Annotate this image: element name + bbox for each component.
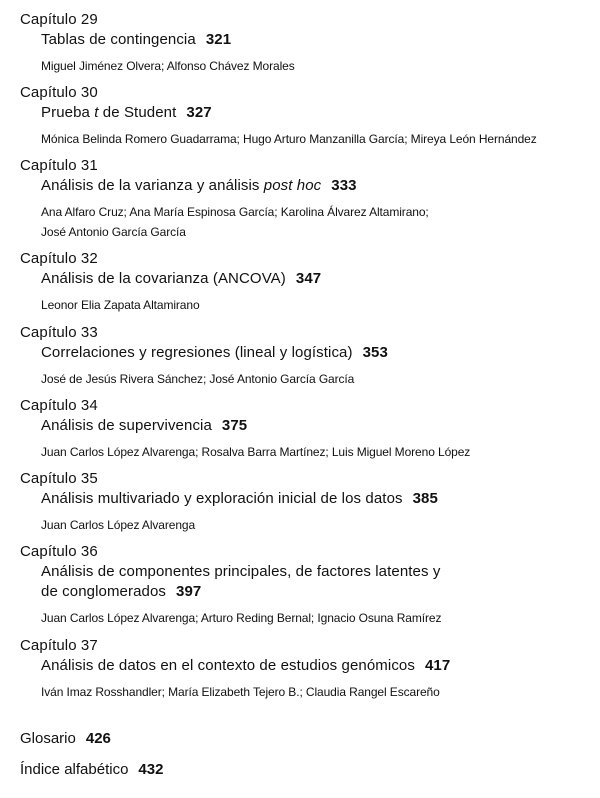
chapter-page-number: 347	[295, 270, 322, 287]
chapter-page-number: 353	[362, 344, 388, 361]
chapter-title	[41, 417, 247, 434]
glossary-page-number: 426	[85, 730, 111, 747]
chapter-title	[41, 177, 357, 194]
chapter-title-text: Análisis de la varianza y análisis	[41, 177, 264, 194]
chapter-page-number: 375	[221, 417, 248, 434]
chapter-title-text: Correlaciones y regresiones (lineal y logística)	[41, 344, 353, 361]
chapter-page-number: 321	[205, 31, 232, 48]
chapter-title-continued	[41, 583, 201, 600]
chapter-title-text-line2: de conglomerados	[41, 583, 167, 600]
chapter-title	[41, 490, 438, 507]
chapter-title-text: Análisis de supervivencia	[41, 417, 212, 434]
toc-entry-glossary	[20, 730, 111, 747]
glossary-label: Glosario	[20, 730, 76, 747]
chapter-title-text: Análisis de la covarianza (ANCOVA)	[41, 270, 286, 287]
chapter-label: Capítulo 33	[20, 324, 98, 341]
chapter-title	[41, 344, 388, 361]
chapter-title-text: Prueba	[41, 104, 95, 121]
chapter-authors: Mónica Belinda Romero Guadarrama; Hugo Arturo Manzanilla García; Mireya León Hernández	[41, 132, 537, 146]
chapter-page-number: 397	[176, 583, 202, 600]
chapter-authors-continued: José Antonio García García	[41, 225, 186, 239]
chapter-page-number: 417	[424, 657, 451, 674]
chapter-authors: Ana Alfaro Cruz; Ana María Espinosa García; Karolina Álvarez Altamirano;	[41, 205, 429, 219]
chapter-title	[41, 270, 321, 287]
index-label: Índice alfabético	[20, 761, 129, 778]
chapter-authors: Leonor Elia Zapata Altamirano	[41, 298, 200, 312]
chapter-title-text: Análisis multivariado y exploración inicial de los datos	[41, 490, 403, 507]
chapter-label: Capítulo 29	[20, 11, 98, 28]
chapter-title	[41, 657, 450, 674]
chapter-authors: Iván Imaz Rosshandler; María Elizabeth Tejero B.; Claudia Rangel Escareño	[41, 685, 440, 699]
chapter-label: Capítulo 32	[20, 250, 98, 267]
chapter-page-number: 333	[331, 177, 357, 194]
chapter-title	[41, 31, 231, 48]
chapter-page-number: 327	[186, 104, 212, 121]
index-page-number: 432	[138, 761, 164, 778]
chapter-authors: Juan Carlos López Alvarenga; Arturo Reding Bernal; Ignacio Osuna Ramírez	[41, 611, 442, 625]
chapter-title-italic: post hoc	[263, 177, 322, 194]
chapter-title-text: Tablas de contingencia	[41, 31, 196, 48]
chapter-title-text: Análisis de componentes principales, de factores latentes y	[41, 563, 441, 580]
chapter-authors: Miguel Jiménez Olvera; Alfonso Chávez Morales	[41, 59, 295, 73]
chapter-title	[41, 104, 212, 121]
chapter-title-italic: t	[94, 104, 99, 121]
chapter-label: Capítulo 36	[20, 543, 98, 560]
chapter-authors: Juan Carlos López Alvarenga; Rosalva Barra Martínez; Luis Miguel Moreno López	[41, 445, 471, 459]
chapter-authors: José de Jesús Rivera Sánchez; José Antonio García García	[41, 372, 355, 386]
chapter-label: Capítulo 35	[20, 470, 98, 487]
chapter-page-number: 385	[412, 490, 438, 507]
chapter-title-text-end: de Student	[98, 104, 177, 121]
chapter-authors: Juan Carlos López Alvarenga	[41, 518, 196, 532]
chapter-title	[41, 563, 440, 580]
chapter-label: Capítulo 37	[20, 637, 98, 654]
chapter-label: Capítulo 34	[20, 397, 98, 414]
chapter-title-text: Análisis de datos en el contexto de estudios genómicos	[41, 657, 415, 674]
chapter-label: Capítulo 31	[20, 157, 98, 174]
chapter-label: Capítulo 30	[20, 84, 98, 101]
toc-entry-index	[20, 761, 163, 778]
